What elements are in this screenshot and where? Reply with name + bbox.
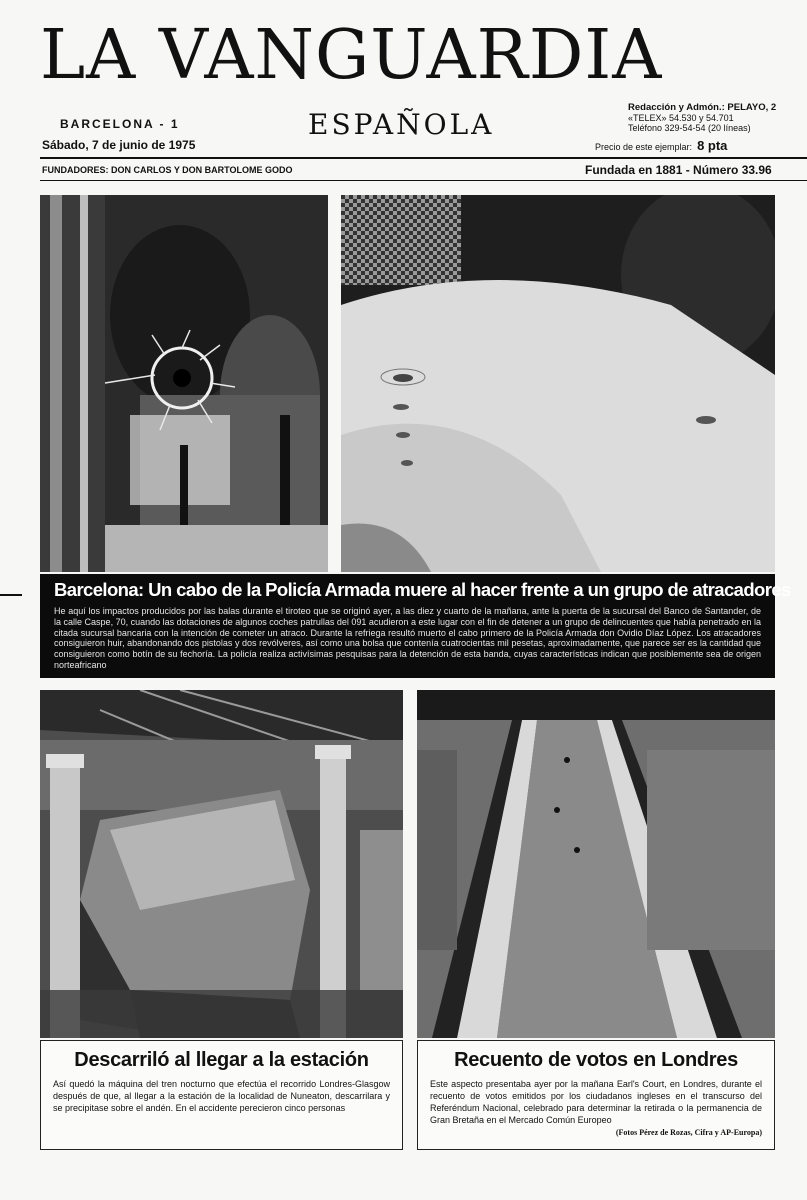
telex-numbers: «TELEX» 54.530 y 54.701 — [628, 113, 734, 123]
train-story-headline: Descarriló al llegar a la estación — [74, 1049, 369, 1071]
contact-info — [628, 103, 807, 133]
masthead-rule-top — [40, 157, 807, 159]
train-story-caption — [40, 1040, 403, 1150]
newspaper-title: LA VANGUARDIA — [40, 16, 663, 95]
price-label: Precio de este ejemplar: — [595, 142, 693, 152]
newspaper-subtitle: ESPAÑOLA — [308, 108, 495, 141]
issue-date: Sábado, 7 de junio de 1975 — [42, 138, 196, 152]
edition-city: BARCELONA - 1 — [60, 117, 180, 131]
price-value: 8 pta — [697, 138, 728, 153]
car-bullet-holes-photo — [341, 195, 775, 572]
vote-count-hall-photo — [417, 690, 775, 1038]
train-story-body: Así quedó la máquina del tren nocturno que efectúa el recorrido Londres-Glasgow después de que, al llegar a la estación de la localidad de Nuneaton, descarrilara y se precipitase sobre el andén. En el accidente perecieron cinco personas — [53, 1079, 390, 1113]
redaccion-address: Redacción y Admón.: PELAYO, 2 — [628, 102, 777, 113]
derailed-train-photo — [40, 690, 403, 1038]
bullet-hole-photo — [40, 195, 328, 572]
vote-story-headline: Recuento de votos en Londres — [454, 1049, 738, 1071]
masthead-rule-bottom — [40, 180, 807, 181]
founded-issue-number: Fundada en 1881 - Número 33.96 — [585, 163, 772, 177]
margin-mark — [0, 594, 22, 596]
telephone-number: Teléfono 329-54-54 (20 líneas) — [628, 123, 751, 133]
vote-story-body: Este aspecto presentaba ayer por la mañana Earl's Court, en Londres, durante el recuento de votos emitidos por los ciudadanos ingleses en el transcurso del Referéndum Nacional, celebrado para determinar la retirada o la permanencia de Gran Bretaña en el Mercado Común Europeo — [430, 1079, 762, 1125]
price-info — [595, 138, 807, 153]
founders-line: FUNDADORES: DON CARLOS Y DON BARTOLOME GODO — [42, 165, 293, 175]
lead-story-headline: Barcelona: Un cabo de la Policía Armada muere al hacer frente a un grupo de atracadores — [54, 579, 791, 600]
lead-story-caption — [40, 574, 791, 678]
vote-story-caption — [417, 1040, 775, 1150]
lead-story-body: He aquí los impactos producidos por las balas durante el tiroteo que se originó ayer, a las diez y cuarto de la mañana, ante la puerta de la sucursal del Banco de Santander, de la calle Caspe, 70, cuando las dotaciones de algunos coches patrullas del 091 acudieron a este lugar con el fin de detener a un grupo de delincuentes que había penetrado en la citada sucursal bancaria con la intención de cometer un atraco. Durante la refriega resultó muerto el cabo primero de la Policía Armada don Ovidio Díaz López. Los atracadores consiguieron huir, abandonando dos pistolas y dos revólveres, así como una bolsa que contenía cuatrocientas mil pesetas, aproximadamente, que parece ser es la cantidad que consiguieron como botín de su fechoría. La policía realiza activísimas pesquisas para la detención de esta banda, cuyas características indican que posiblemente sea de origen norteafricano — [54, 606, 761, 670]
photo-credit: (Fotos Pérez de Rozas, Cifra y AP-Europa) — [615, 1128, 762, 1137]
